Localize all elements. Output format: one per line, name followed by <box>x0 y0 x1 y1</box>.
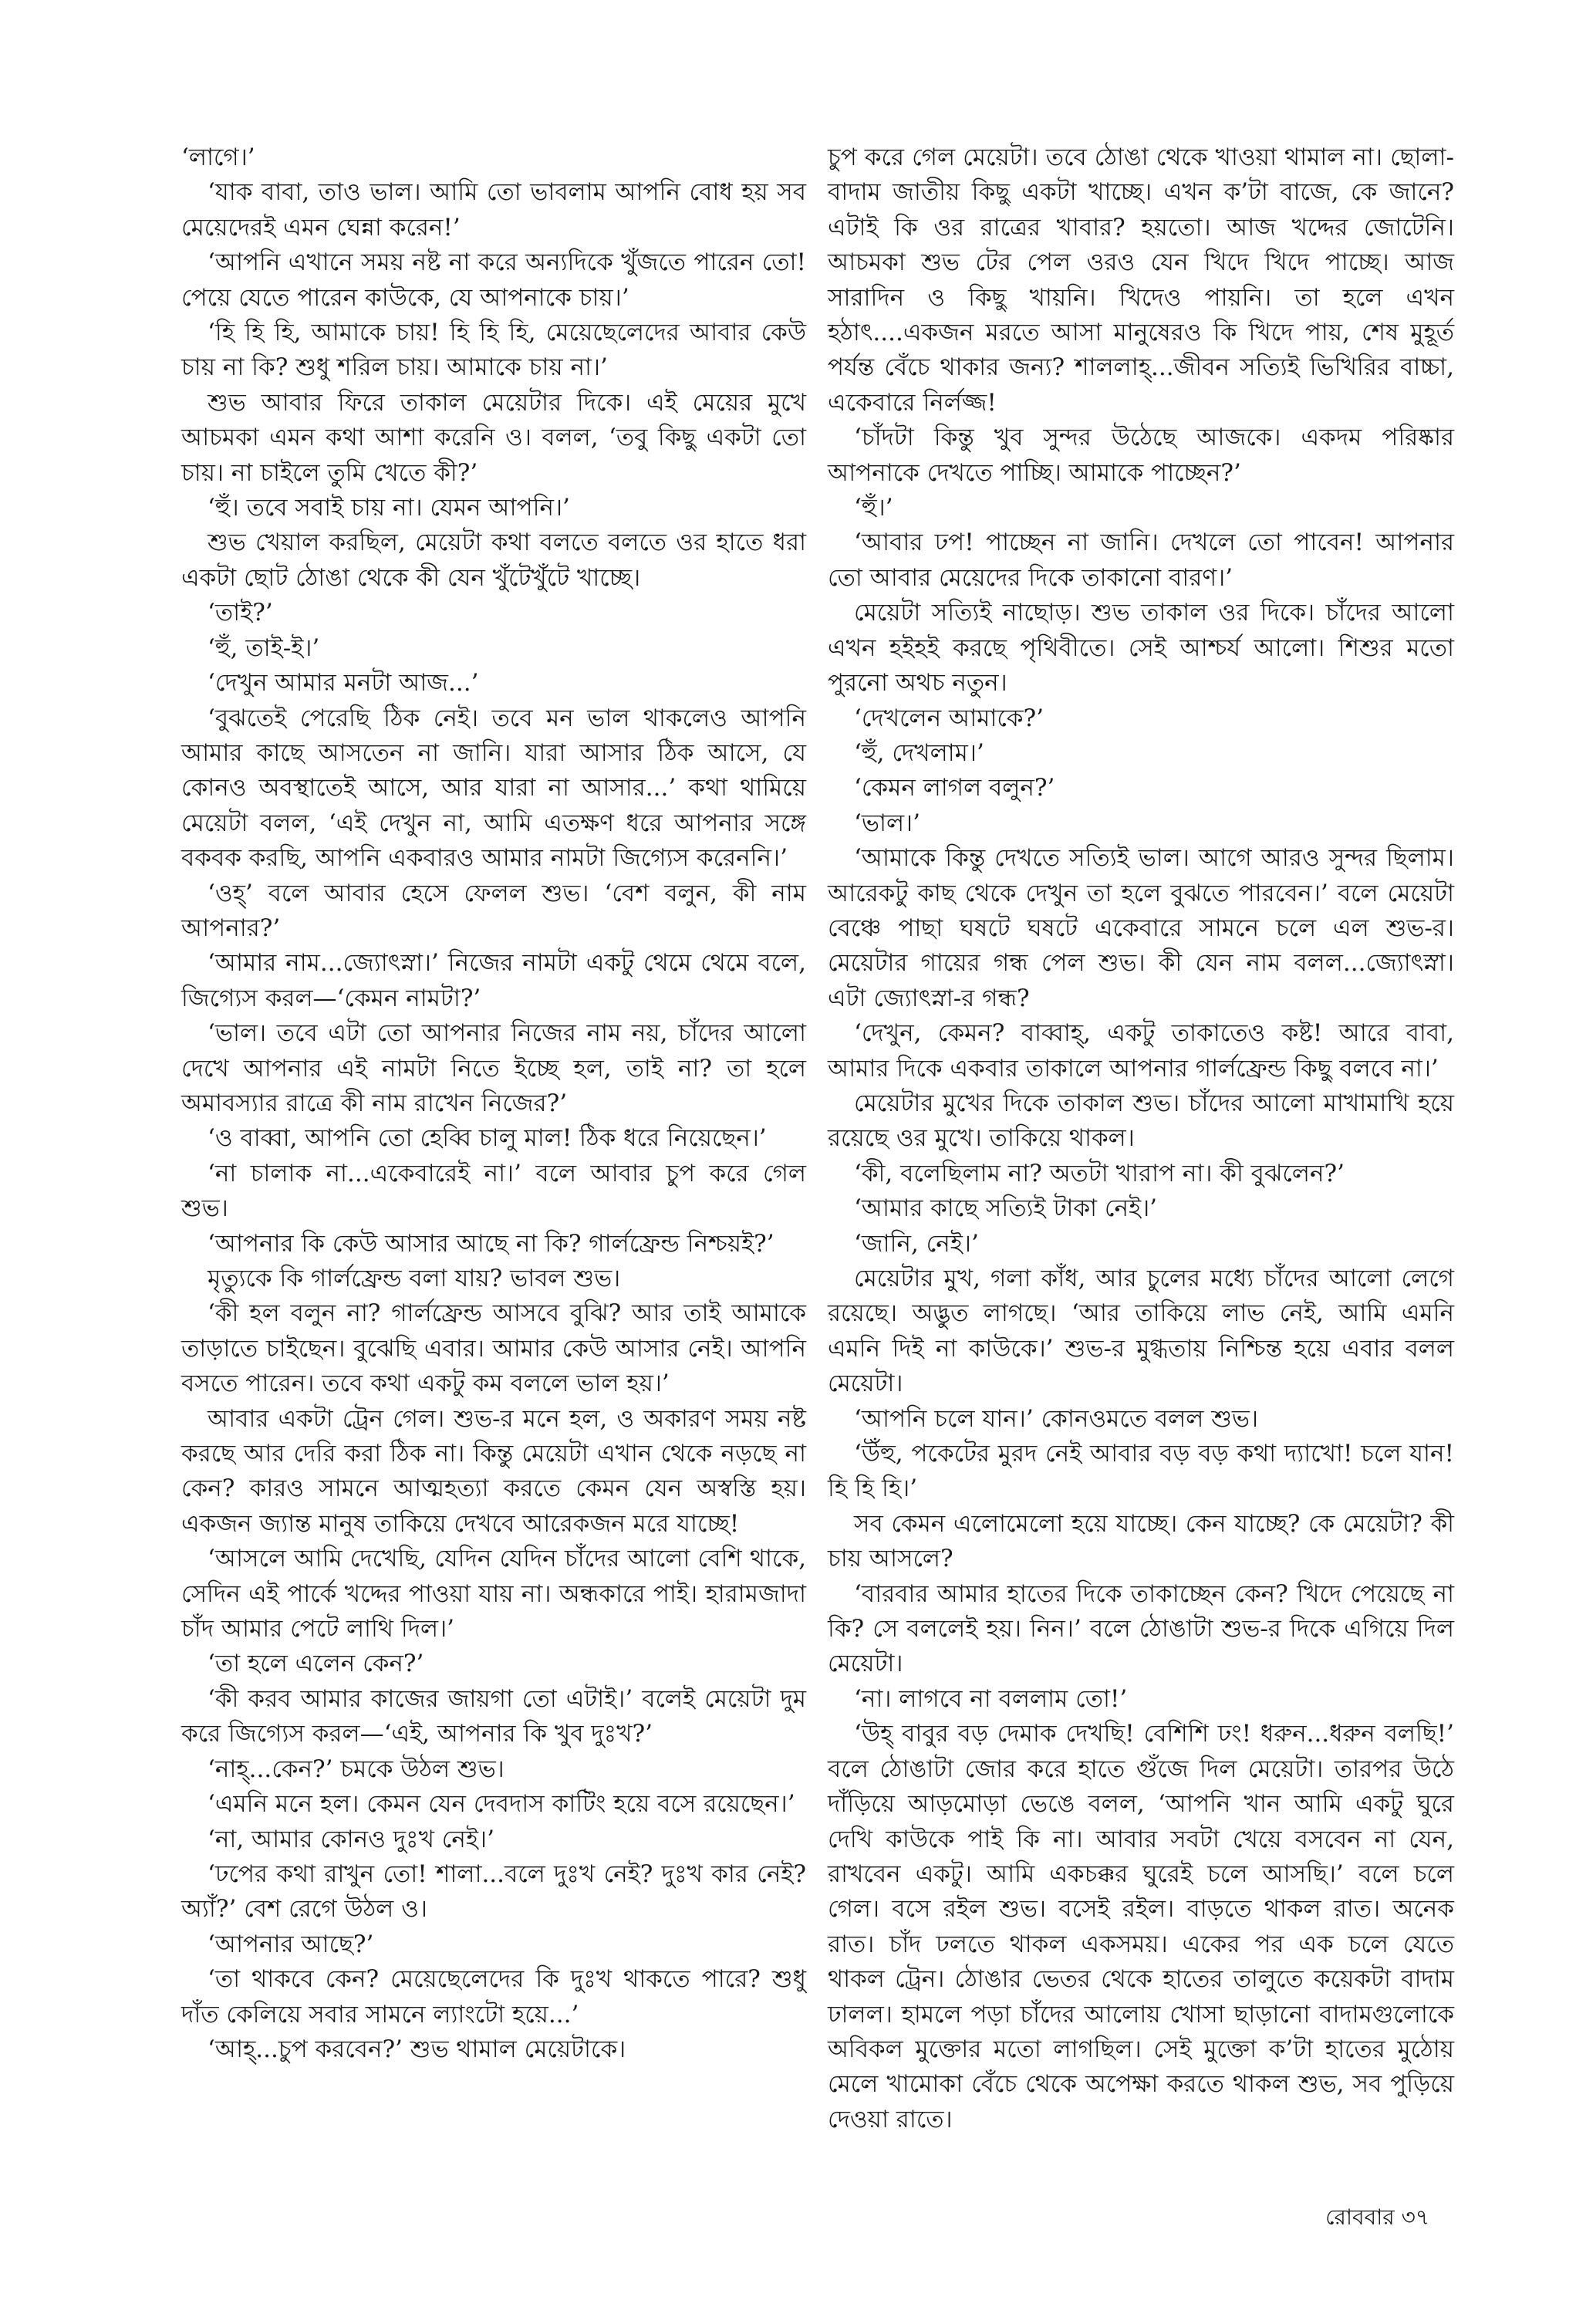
paragraph: ‘আমাকে কিন্তু দেখতে সত্যিই ভাল। আগে আরও সুন্দর ছিলাম। আরেকটু কাছ থেকে দেখুন তা হলে বুঝতে পারবেন।’ বলে মেয়েটা বেঞ্চে পাছা ঘষটে ঘষটে একেবারে সামনে চলে এল শুভ-র। মেয়েটার গায়ের গন্ধ পেল শুভ। কী যেন নাম বলল...জ্যোৎস্না। এটা জ্যোৎস্না-র গন্ধ? <box>828 844 1454 1012</box>
paragraph: ‘আমার কাছে সত্যিই টাকা নেই।’ <box>854 1194 1158 1223</box>
paragraph: ‘যাক বাবা, তাও ভাল। আমি তো ভাবলাম আপনি বোধ হয় সব মেয়েদেরই এমন ঘেন্না করেন!’ <box>181 178 806 242</box>
paragraph: ‘চাঁদটা কিন্তু খুব সুন্দর উঠেছে আজকে। একদম পরিষ্কার আপনাকে দেখতে পাচ্ছি। আমাকে পাচ্ছেন?’ <box>828 424 1454 487</box>
paragraph: শুভ খেয়াল করছিল, মেয়েটা কথা বলতে বলতে ওর হাতে ধরা একটা ছোট ঠোঙা থেকে কী যেন খুঁটেখুঁটে খাচ্ছে। <box>181 529 806 592</box>
paragraph: ‘এমনি মনে হল। কেমন যেন দেবদাস কাটিং হয়ে বসে রয়েছেন।’ <box>208 1790 795 1819</box>
paragraph: ‘দেখুন, কেমন? বাব্বাহ্, একটু তাকাতেও কষ্ট! আরে বাবা, আমার দিকে একবার তাকালে আপনার গার্লফ্রেন্ড কিছু বলবে না।’ <box>828 1019 1454 1083</box>
paragraph: ‘হুঁ। তবে সবাই চায় না। যেমন আপনি।’ <box>208 494 570 522</box>
paragraph: ‘তা থাকবে কেন? মেয়েছেলেদের কি দুঃখ থাকতে পারে? শুধু দাঁত কেলিয়ে সবার সামনে ল্যাংটো হয়ে...’ <box>181 1965 806 2028</box>
paragraph: ‘দেখুন আমার মনটা আজ...’ <box>208 669 479 698</box>
paragraph: ‘তাই?’ <box>208 599 273 627</box>
paragraph: ‘নাহ্...কেন?’ চমকে উঠল শুভ। <box>208 1755 505 1783</box>
paragraph: মৃত্যুকে কি গার্লফ্রেন্ড বলা যায়? ভাবল শুভ। <box>208 1265 621 1292</box>
paragraph: ‘জানি, নেই।’ <box>854 1229 979 1258</box>
left-text-column <box>181 140 806 2067</box>
paragraph: ‘আহ্...চুপ করবেন?’ শুভ থামাল মেয়েটাকে। <box>208 2035 626 2063</box>
paragraph: ‘দেখলেন আমাকে?’ <box>854 704 1044 732</box>
paragraph: ‘উঁহু, পকেটের মুরদ নেই আবার বড় বড় কথা দ্যাখো! চলে যান! হি হি হি।’ <box>828 1440 1454 1503</box>
paragraph: ‘উহ্ বাবুর বড় দেমাক দেখছি! বেশিশি ঢং! ধরুন...ধরুন বলছি!’ বলে ঠোঙাটা জোর করে হাতে গুঁজে দিল মেয়েটা। তারপর উঠে দাঁড়িয়ে আড়মোড়া ভেঙে বলল, ‘আপনি খান আমি একটু ঘুরে দেখি কাউকে পাই কি না। আবার সবটা খেয়ে বসবেন না যেন, রাখবেন একটু। আমি একচক্কর ঘুরেই চলে আসছি।’ বলে চলে গেল। বসে রইল শুভ। বসেই রইল। বাড়তে থাকল রাত। অনেক রাত। চাঁদ ঢলতে থাকল একসময়। একের পর এক চলে যেতে থাকল ট্রেন। ঠোঙার ভেতর থেকে হাতের তালুতে কয়েকটা বাদাম ঢালল। হামলে পড়া চাঁদের আলোয় খোসা ছাড়ানো বাদামগুলোকে অবিকল মুক্তোর মতো লাগছিল। সেই মুক্তো ক’টা হাতের মুঠোয় মেলে খামোকা বেঁচে থেকে অপেক্ষা করতে থাকল শুভ, সব পুড়িয়ে দেওয়া রাতে। <box>828 1720 1454 2133</box>
paragraph: ‘ঢপের কথা রাখুন তো! শালা...বলে দুঃখ নেই? দুঃখ কার নেই? অ্যাঁ?’ বেশ রেগে উঠল ও। <box>181 1860 806 1924</box>
paragraph: ‘ও বাব্বা, আপনি তো হেব্বি চালু মাল! ঠিক ধরে নিয়েছেন।’ <box>208 1124 767 1153</box>
paragraph: ‘ভাল।’ <box>854 809 920 837</box>
paragraph: ‘লাগে।’ <box>181 144 255 171</box>
paragraph: ‘হুঁ, দেখলাম।’ <box>854 738 984 767</box>
paragraph: আবার একটা ট্রেন গেল। শুভ-র মনে হল, ও অকারণ সময় নষ্ট করছে আর দেরি করা ঠিক না। কিন্তু মেয়েটা এখান থেকে নড়ছে না কেন? কারও সামনে আত্মহত্যা করতে কেমন যেন অস্বস্তি হয়। একজন জ্যান্ত মানুষ তাকিয়ে দেখবে আরেকজন মরে যাচ্ছে! <box>181 1404 806 1538</box>
paragraph: ‘কী, বলেছিলাম না? অতটা খারাপ না। কী বুঝলেন?’ <box>854 1159 1345 1187</box>
paragraph: ‘বারবার আমার হাতের দিকে তাকাচ্ছেন কেন? খিদে পেয়েছে না কি? সে বললেই হয়। নিন।’ বলে ঠোঙাটা শুভ-র দিকে এগিয়ে দিল মেয়েটা। <box>828 1579 1454 1678</box>
paragraph: মেয়েটার মুখের দিকে তাকাল শুভ। চাঁদের আলো মাখামাখি হয়ে রয়েছে ওর মুখে। তাকিয়ে থাকল। <box>828 1089 1454 1153</box>
paragraph: ‘আবার ঢপ! পাচ্ছেন না জানি। দেখলে তো পাবেন! আপনার তো আবার মেয়েদের দিকে তাকানো বারণ।’ <box>828 529 1454 592</box>
paragraph: ‘হুঁ।’ <box>854 494 893 522</box>
paragraph: ‘কেমন লাগল বলুন?’ <box>854 774 1055 802</box>
paragraph: ‘ভাল। তবে এটা তো আপনার নিজের নাম নয়, চাঁদের আলো দেখে আপনার এই নামটা নিতে ইচ্ছে হল, তাই না? তা হলে অমাবস্যার রাত্রে কী নাম রাখেন নিজের?’ <box>181 1019 806 1117</box>
page-folio: রোববার ৩৭ <box>1325 2204 1429 2230</box>
paragraph: ‘বুঝতেই পেরেছি ঠিক নেই। তবে মন ভাল থাকলেও আপনি আমার কাছে আসতেন না জানি। যারা আসার ঠিক আসে, যে কোনও অবস্থাতেই আসে, আর যারা না আসার...’ কথা থামিয়ে মেয়েটা বলল, ‘এই দেখুন না, আমি এতক্ষণ ধরে আপনার সঙ্গে বকবক করছি, আপনি একবারও আমার নামটা জিগ্যেস করেননি।’ <box>181 704 806 873</box>
paragraph: ‘আমার নাম...জ্যোৎস্না।’ নিজের নামটা একটু থেমে থেমে বলে, জিগ্যেস করল—‘কেমন নামটা?’ <box>181 949 806 1012</box>
paragraph: ‘তা হলে এলেন কেন?’ <box>208 1650 424 1678</box>
paragraph: ‘না। লাগবে না বললাম তো!’ <box>854 1684 1128 1713</box>
paragraph: ‘আপনার আছে?’ <box>208 1930 374 1958</box>
paragraph: ‘হি হি হি, আমাকে চায়! হি হি হি, মেয়েছেলেদের আবার কেউ চায় না কি? শুধু শরিল চায়। আমাকে চায় না।’ <box>181 319 806 382</box>
paragraph: ‘কী করব আমার কাজের জায়গা তো এটাই।’ বলেই মেয়েটা দুম করে জিগ্যেস করল—‘এই, আপনার কি খুব দুঃখ?’ <box>181 1684 806 1748</box>
paragraph: মেয়েটা সত্যিই নাছোড়। শুভ তাকাল ওর দিকে। চাঁদের আলো এখন হইহই করছে পৃথিবীতে। সেই আশ্চর্য আলো। শিশুর মতো পুরনো অথচ নতুন। <box>828 599 1454 698</box>
paragraph: ‘কী হল বলুন না? গার্লফ্রেন্ড আসবে বুঝি? আর তাই আমাকে তাড়াতে চাইছেন। বুঝেছি এবার। আমার কেউ আসার নেই। আপনি বসতে পারেন। তবে কথা একটু কম বললে ভাল হয়।’ <box>181 1299 806 1398</box>
paragraph: ‘ওহ্’ বলে আবার হেসে ফেলল শুভ। ‘বেশ বলুন, কী নাম আপনার?’ <box>181 879 806 942</box>
paragraph: চুপ করে গেল মেয়েটা। তবে ঠোঙা থেকে খাওয়া থামাল না। ছোলা-বাদাম জাতীয় কিছু একটা খাচ্ছে। এখন ক’টা বাজে, কে জানে? এটাই কি ওর রাত্রের খাবার? হয়তো। আজ খদ্দের জোটেনি। আচমকা শুভ টের পেল ওরও যেন খিদে খিদে পাচ্ছে। আজ সারাদিন ও কিছু খায়নি। খিদেও পায়নি। তা হলে এখন হঠাৎ....একজন মরতে আসা মানুষেরও কি খিদে পায়, শেষ মুহূর্ত পর্যন্ত বেঁচে থাকার জন্য? শাললাহ্‌...জীবন সত্যিই ভিখিরির বাচ্চা, একেবারে নির্লজ্জ! <box>828 144 1454 417</box>
right-text-column <box>828 140 1454 2137</box>
paragraph: ‘না, আমার কোনও দুঃখ নেই।’ <box>208 1825 494 1853</box>
paragraph: শুভ আবার ফিরে তাকাল মেয়েটার দিকে। এই মেয়ের মুখে আচমকা এমন কথা আশা করেনি ও। বলল, ‘তবু কিছু একটা তো চায়। না চাইলে তুমি খেতে কী?’ <box>181 388 806 487</box>
paragraph: সব কেমন এলোমেলো হয়ে যাচ্ছে। কেন যাচ্ছে? কে মেয়েটা? কী চায় আসলে? <box>828 1509 1454 1573</box>
paragraph: ‘আপনার কি কেউ আসার আছে না কি? গার্লফ্রেন্ড নিশ্চয়ই?’ <box>208 1229 775 1258</box>
paragraph: ‘না চালাক না...একেবারেই না।’ বলে আবার চুপ করে গেল শুভ। <box>181 1159 806 1223</box>
paragraph: ‘আপনি এখানে সময় নষ্ট না করে অন্যদিকে খুঁজতে পারেন তো! পেয়ে যেতে পারেন কাউকে, যে আপনাকে চায়।’ <box>181 248 806 312</box>
paragraph: ‘আপনি চলে যান।’ কোনওমতে বলল শুভ। <box>854 1404 1259 1433</box>
paragraph: ‘আসলে আমি দেখেছি, যেদিন যেদিন চাঁদের আলো বেশি থাকে, সেদিন এই পার্কে খদ্দের পাওয়া যায় না। অন্ধকারে পাই। হারামজাদা চাঁদ আমার পেটে লাথি দিল।’ <box>181 1545 806 1643</box>
paragraph: ‘হুঁ, তাই-ই।’ <box>208 633 320 662</box>
paragraph: মেয়েটার মুখ, গলা কাঁধ, আর চুলের মধ্যে চাঁদের আলো লেগে রয়েছে। অদ্ভুত লাগছে। ‘আর তাকিয়ে লাভ নেই, আমি এমনি এমনি দিই না কাউকে।’ শুভ-র মুগ্ধতায় নিশ্চিন্ত হয়ে এবার বলল মেয়েটা। <box>828 1265 1454 1398</box>
